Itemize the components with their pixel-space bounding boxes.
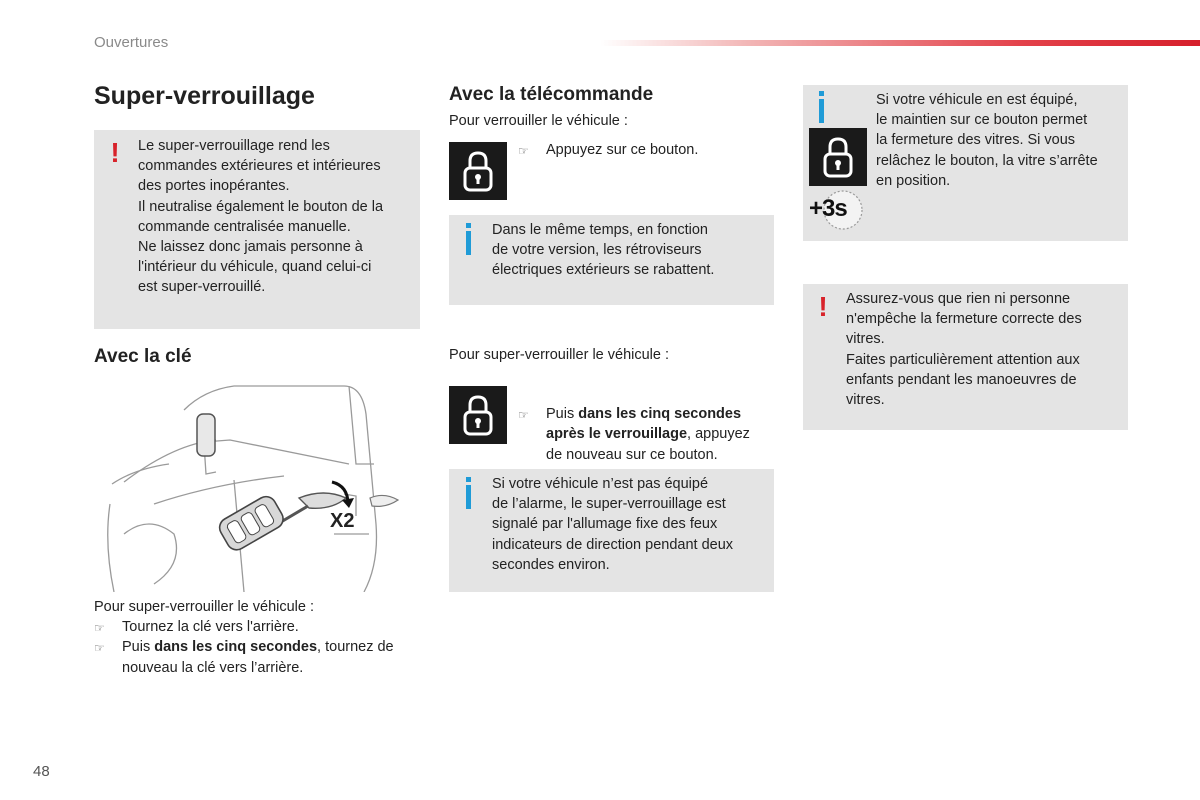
pointing-hand-icon: ☞ bbox=[518, 144, 529, 158]
pointing-hand-icon: ☞ bbox=[94, 641, 105, 656]
lock-button-icon-2 bbox=[449, 386, 507, 444]
key-step-2: ☞ Puis dans les cinq secondes, tournez de nouveau la clé vers l’arrière. bbox=[94, 639, 394, 676]
warning-icon: ! bbox=[818, 291, 828, 322]
hold-timer-icon bbox=[807, 188, 869, 232]
info-text-mirrors: Dans le même temps, en fonction de votre version, les rétroviseurs électriques extérieurs se rabattent. bbox=[492, 222, 715, 279]
info-icon bbox=[466, 231, 471, 255]
warning-box-windows bbox=[803, 284, 1128, 430]
page-title: Super-verrouillage bbox=[94, 82, 315, 110]
lock-button-icon bbox=[449, 142, 507, 200]
remote-superlock-intro: Pour super-verrouiller le véhicule : bbox=[449, 347, 670, 363]
remote-superlock-step: ☞ Puis dans les cinq secondes après le verrouillage, appuyez de nouveau sur ce bouton. bbox=[518, 406, 750, 463]
pointing-hand-icon: ☞ bbox=[94, 621, 105, 636]
hold-duration-label: +3s bbox=[809, 195, 847, 222]
header-accent-bar bbox=[600, 40, 1200, 46]
info-icon bbox=[819, 99, 824, 123]
remote-section-title: Avec la télécommande bbox=[449, 84, 654, 105]
info-box-mirrors bbox=[449, 215, 774, 305]
section-label: Ouvertures bbox=[94, 34, 169, 51]
key-door-illustration bbox=[94, 384, 420, 592]
key-turn-count-label: X2 bbox=[330, 510, 355, 532]
warning-box-super-lock bbox=[94, 130, 420, 329]
lock-button-icon-3 bbox=[809, 128, 867, 186]
info-icon bbox=[466, 485, 471, 509]
info-box-windows bbox=[803, 85, 1128, 241]
car-door-svg bbox=[94, 384, 420, 592]
key-step-1: ☞ Tournez la clé vers l'arrière. bbox=[94, 617, 424, 637]
warning-text-windows: Assurez-vous que rien ni personne n'empêche la fermeture correcte des vitres. Faites particulièrement attention aux enfants pendant les manoeuvres de vitres. bbox=[846, 291, 1082, 409]
warning-icon: ! bbox=[110, 137, 120, 168]
remote-lock-step: ☞ Appuyez sur ce bouton. bbox=[518, 140, 1200, 160]
info-box-alarm bbox=[449, 469, 774, 592]
key-intro: Pour super-verrouiller le véhicule : bbox=[94, 599, 315, 615]
pointing-hand-icon: ☞ bbox=[518, 408, 529, 423]
info-text-windows: Si votre véhicule en est équipé, le maintien sur ce bouton permet la fermeture des vitres. Si vous relâchez le bouton, la vitre s’arrête en position. bbox=[876, 92, 1098, 189]
info-text-alarm: Si votre véhicule n’est pas équipé de l’alarme, le super-verrouillage est signalé par l'allumage fixe des feux indicateurs de direction pendant deux secondes environ. bbox=[492, 476, 734, 573]
key-instructions bbox=[94, 597, 424, 678]
warning-text: Le super-verrouillage rend les commandes extérieures et intérieures des portes inopérantes. Il neutralise également le bouton de la commande centralisée manuelle. Ne laissez donc jamais personne à l'intérieur du véhicule, quand celui-ci est super-verrouillé. bbox=[138, 138, 384, 296]
page-number: 48 bbox=[33, 763, 50, 780]
key-section-title: Avec la clé bbox=[94, 346, 192, 367]
remote-lock-intro: Pour verrouiller le véhicule : bbox=[449, 113, 628, 129]
